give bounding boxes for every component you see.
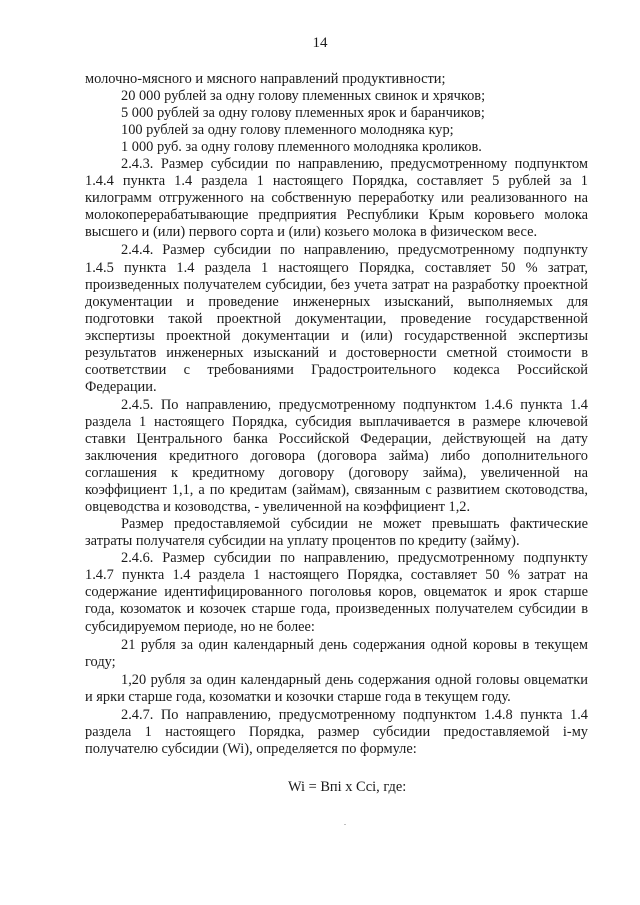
paragraph-2-4-7: 2.4.7. По направлению, предусмотренному подпунктом 1.4.8 пункта 1.4 раздела 1 настоящего Порядка, размер субсидии предоставляемой i-му получателю субсидии (Wi), определяется по формуле: — [85, 706, 588, 757]
paragraph-2-4-5: 2.4.5. По направлению, предусмотренному подпунктом 1.4.6 пункта 1.4 раздела 1 настоящего Порядка, субсидия выплачивается в размере ключевой ставки Центрального банка Российской Федерации, действующей на дату заключения кредитного договора (договора займа) либо дополнительного соглашения к кредитному договору (договору займа), увеличенной на коэффициент 1,1, а по кредитам (займам), связанным с развитием скотоводства, овцеводства и козоводства, - увеличенной на коэффициент 1,2. — [85, 396, 588, 516]
list-item-sheep: 5 000 рублей за одну голову племенных ярок и баранчиков; — [121, 105, 485, 122]
formula: Wi = Впi х Ссi, где: — [288, 778, 407, 795]
paragraph-subsidy-limit: Размер предоставляемой субсидии не может превышать фактические затраты получателя субсидии на уплату процентов по кредиту (займу). — [85, 516, 588, 550]
paragraph-sheep-goat-rate: 1,20 рубля за один календарный день содержания одной головы овцематки и ярки старше года, козоматки и козочки старше года в текущем году. — [85, 671, 588, 705]
paragraph-continuation: молочно-мясного и мясного направлений продуктивности; — [85, 71, 446, 87]
list-item-poultry: 100 рублей за одну голову племенного молодняка кур; — [121, 122, 454, 139]
paragraph-2-4-6: 2.4.6. Размер субсидии по направлению, предусмотренному подпункту 1.4.7 пункта 1.4 раздела 1 настоящего Порядка, составляет 50 % затрат на содержание идентифицированного поголовья коров, овцематок и ярок старше года, козоматок и козочек старше года, произведенных получателем субсидии в субсидируемом периоде, но не более: — [85, 550, 588, 635]
paragraph-cow-rate: 21 рубля за один календарный день содержания одной коровы в текущем году; — [85, 636, 588, 670]
list-item-rabbits: 1 000 руб. за одну голову племенного молодняка кроликов. — [121, 139, 482, 156]
scan-speck — [344, 824, 346, 825]
list-item-pigs: 20 000 рублей за одну голову племенных свинок и хрячков; — [121, 88, 486, 105]
document-body — [85, 71, 588, 796]
paragraph-2-4-3: 2.4.3. Размер субсидии по направлению, предусмотренному подпунктом 1.4.4 пункта 1.4 раздела 1 настоящего Порядка, составляет 5 рублей за 1 килограмм отгруженного на собственную переработку или реализованного на молокоперерабатывающие предприятия Республики Крым коровьего молока высшего и (или) первого сорта и (или) козьего молока в физическом весе. — [85, 156, 588, 241]
paragraph-2-4-4: 2.4.4. Размер субсидии по направлению, предусмотренному подпункту 1.4.5 пункта 1.4 раздела 1 настоящего Порядка, составляет 50 % затрат, произведенных получателем субсидии, без учета затрат на разработку проектной документации и проведение инженерных изысканий, выполняемых для подготовки такой проектной документации, проведение государственной экспертизы проектной документации и (или) государственной экспертизы результатов инженерных изысканий и достоверности сметной стоимости в соответствии с требованиями Градостроительного кодекса Российской Федерации. — [85, 242, 588, 395]
page-number: 14 — [312, 35, 328, 51]
